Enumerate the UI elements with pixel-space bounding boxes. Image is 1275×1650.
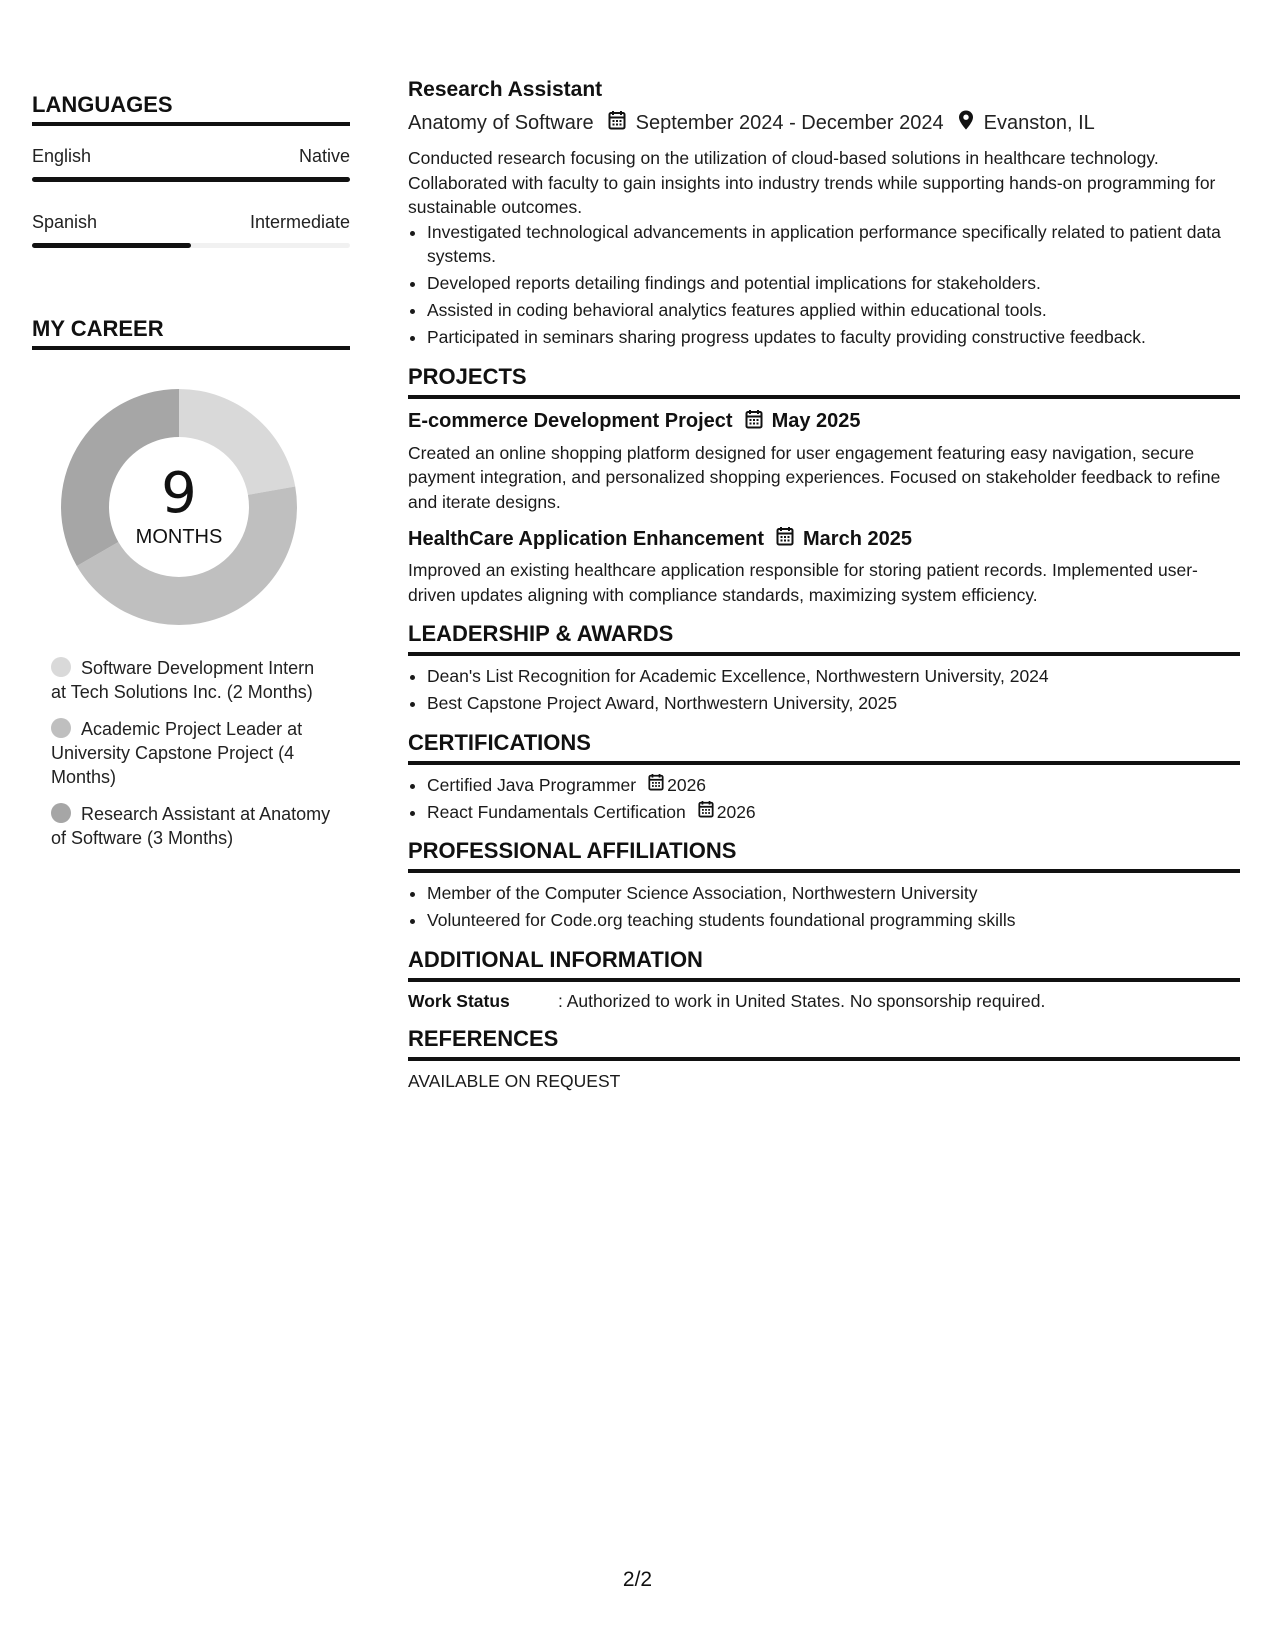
certification-name: • React Fundamentals Certification [427,801,686,822]
list-item [427,773,1240,798]
language-proficiency-bar [32,177,350,182]
project-date: May 2025 [771,410,861,432]
certifications-heading: CERTIFICATIONS [408,730,1240,765]
career-donut-chart [54,382,304,632]
certification-year: 2026 [667,774,707,795]
certification-year: 2026 [716,801,756,822]
affiliations-heading: PROFESSIONAL AFFILIATIONS [408,838,1240,873]
list-item [427,800,1240,825]
language-proficiency-fill [32,243,191,248]
references-section [408,1026,1240,1092]
list-item: • Investigated technological advancements in application performance specifically related to patient data systems. [427,220,1240,269]
project-item [408,526,1240,607]
affiliations-section [408,838,1240,933]
certifications-section [408,730,1240,825]
project-description: Created an online shopping platform designed for user engagement featuring easy navigation, secure payment integration, and personalized shopping experiences. Focused on stakeholder feedback to refine and iterate designs. [408,442,1221,512]
legend-label: Software Development Intern at Tech Solutions Inc. (2 Months) [51,658,315,702]
language-level: Native [298,146,350,166]
language-proficiency-fill [32,177,350,182]
project-name: HealthCare Application Enhancement [408,527,764,550]
leadership-heading: LEADERSHIP & AWARDS [408,621,1240,656]
right-column [408,78,1240,1092]
project-item [408,409,1240,515]
career-total-months: 9 [161,460,197,526]
references-heading: REFERENCES [408,1026,1240,1061]
career-total-unit: MONTHS [135,525,223,548]
list-item: • Participated in seminars sharing progress updates to faculty providing constructive feedback. [427,325,1240,350]
legend-swatch [51,803,71,823]
work-status-label: Work Status [408,990,510,1011]
legend-label: Research Assistant at Anatomy of Software (3 Months) [51,804,331,848]
references-text: AVAILABLE ON REQUEST [408,1070,621,1091]
legend-item [51,717,331,789]
language-proficiency-bar [32,243,350,248]
calendar-icon [608,110,626,136]
job-location: Evanston, IL [983,111,1095,134]
list-item: • Developed reports detailing findings and potential implications for stakeholders. [427,271,1240,296]
language-name: English [32,146,92,166]
job-bullets [408,220,1240,350]
donut-center [54,382,304,632]
list-item: • Member of the Computer Science Association, Northwestern University [427,881,1240,906]
leadership-section [408,621,1240,716]
language-item-english [32,146,350,182]
career-section [32,316,350,850]
legend-swatch [51,718,71,738]
work-status-row [408,991,1240,1012]
job-company: Anatomy of Software [408,111,594,134]
projects-heading: PROJECTS [408,364,1240,399]
calendar-icon [648,773,664,798]
leadership-list [408,664,1240,716]
additional-info-heading: ADDITIONAL INFORMATION [408,947,1240,982]
project-description: Improved an existing healthcare application responsible for storing patient records. Implemented user-driven updates aligning with compliance standards, maximizing system efficiency. [408,560,1198,605]
additional-info-section [408,947,1240,1012]
job-dates: September 2024 - December 2024 [635,111,944,134]
map-pin-icon [958,110,974,136]
calendar-icon [776,526,794,552]
calendar-icon [745,409,763,435]
project-date: March 2025 [803,527,912,550]
certification-name: • Certified Java Programmer [427,774,637,795]
job-summary: Conducted research focusing on the utilization of cloud-based solutions in healthcare technology. Collaborated with faculty to gain insights into industry trends while supporting hands-on programming for sustainable outcomes. [408,148,1216,217]
page-number: 2/2 [622,1568,653,1591]
career-legend [51,656,331,850]
job-title: Research Assistant [408,78,603,101]
experience-entry [408,78,1240,350]
list-item: • Assisted in coding behavioral analytics features applied within educational tools. [427,298,1240,323]
job-meta [408,110,1240,136]
languages-heading: LANGUAGES [32,92,350,126]
legend-label: Academic Project Leader at University Capstone Project (4 Months) [51,719,303,787]
language-item-spanish [32,212,350,248]
projects-section [408,364,1240,608]
legend-item [51,656,331,704]
calendar-icon [698,800,714,825]
language-level: Intermediate [249,212,350,232]
list-item: • Volunteered for Code.org teaching students foundational programming skills [427,908,1240,933]
list-item: • Best Capstone Project Award, Northwestern University, 2025 [427,691,1240,716]
work-status-value: : Authorized to work in United States. No sponsorship required. [558,990,1046,1011]
legend-swatch [51,657,71,677]
language-name: Spanish [32,212,98,232]
certifications-list [408,773,1240,825]
career-heading: MY CAREER [32,316,350,350]
project-name: E-commerce Development Project [408,410,733,432]
list-item: • Dean's List Recognition for Academic Excellence, Northwestern University, 2024 [427,664,1240,689]
affiliations-list [408,881,1240,933]
left-column [32,92,350,863]
legend-item [51,802,331,850]
